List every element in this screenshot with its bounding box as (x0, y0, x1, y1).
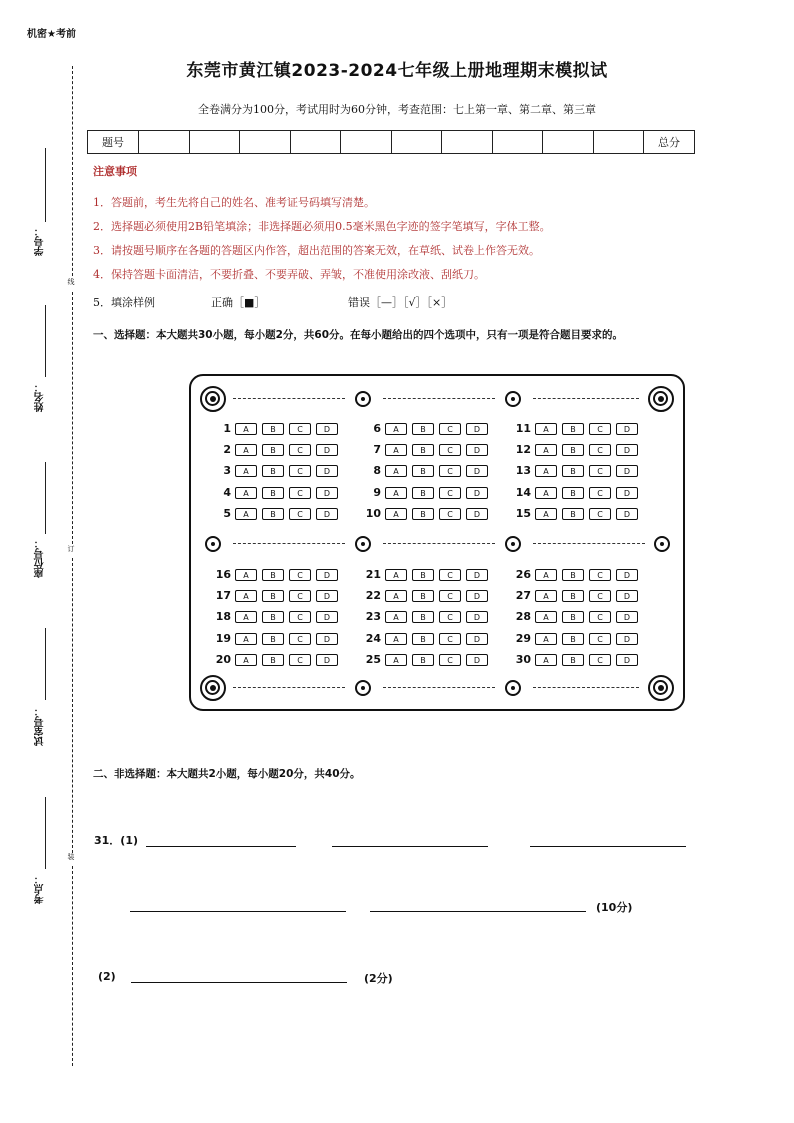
answer-bubble-d[interactable]: D (616, 444, 638, 456)
answer-bubble-b[interactable]: B (412, 633, 434, 645)
question-number: 3 (223, 464, 231, 478)
note-item: 4．保持答题卡面清洁，不要折叠、不要弄破、弄皱，不准使用涂改液、刮纸刀。 (93, 268, 485, 281)
answer-bubble-a[interactable]: A (535, 590, 557, 602)
registration-mark-icon (355, 536, 371, 552)
answer-bubble-c[interactable]: C (289, 444, 311, 456)
question-row (505, 487, 645, 500)
question-number: 1 (223, 422, 231, 435)
answer-bubble-c[interactable]: C (439, 508, 461, 520)
seat-number-line[interactable] (45, 462, 46, 534)
answer-bubble-d[interactable]: D (466, 633, 488, 645)
exam-site-label: 考点： (35, 874, 46, 904)
question-number: 9 (373, 485, 381, 499)
answer-bubble-b[interactable]: B (412, 590, 434, 602)
question-row (355, 590, 495, 603)
answer-bubble-c[interactable]: C (439, 444, 461, 456)
answer-bubble-c[interactable]: C (589, 654, 611, 666)
answer-bubble-b[interactable]: B (262, 611, 284, 623)
answer-bubble-c[interactable]: C (289, 569, 311, 581)
exam-room-line[interactable] (45, 628, 46, 700)
answer-bubble-a[interactable]: A (235, 465, 257, 477)
question-row (505, 423, 645, 436)
answer-bubble-b[interactable]: B (562, 654, 584, 666)
binding-dashed-line (72, 866, 73, 1066)
question-number: 13 (515, 464, 531, 478)
registration-mark-icon (355, 391, 371, 407)
answer-bubble-a[interactable]: A (535, 423, 557, 435)
question-number: 12 (515, 443, 531, 457)
question-number: 6 (373, 422, 381, 435)
answer-bubble-c[interactable]: C (439, 569, 461, 581)
answer-bubble-a[interactable]: A (535, 569, 557, 581)
answer-bubble-a[interactable]: A (535, 487, 557, 499)
answer-bubble-a[interactable]: A (235, 633, 257, 645)
answer-bubble-b[interactable]: B (262, 508, 284, 520)
question-number: 16 (215, 568, 231, 581)
binding-dashed-line (72, 66, 73, 281)
answer-bubble-a[interactable]: A (235, 487, 257, 499)
score-cell[interactable] (492, 131, 543, 154)
question-row (355, 465, 495, 478)
answer-bubble-c[interactable]: C (589, 487, 611, 499)
answer-bubble-b[interactable]: B (412, 569, 434, 581)
answer-bubble-c[interactable]: C (439, 465, 461, 477)
answer-bubble-c[interactable]: C (439, 611, 461, 623)
answer-bubble-a[interactable]: A (235, 508, 257, 520)
question-row (355, 487, 495, 500)
answer-bubble-d[interactable]: D (616, 508, 638, 520)
student-number-line[interactable] (45, 148, 46, 222)
question-row (205, 465, 345, 478)
answer-bubble-c[interactable]: C (289, 508, 311, 520)
answer-bubble-c[interactable]: C (439, 487, 461, 499)
answer-bubble-d[interactable]: D (466, 508, 488, 520)
answer-bubble-d[interactable]: D (466, 654, 488, 666)
seat-number-label: 座位号： (35, 538, 46, 578)
divider-dashes (383, 687, 495, 688)
answer-bubble-d[interactable]: D (316, 423, 338, 435)
answer-bubble-b[interactable]: B (562, 487, 584, 499)
score-cell[interactable] (593, 131, 644, 154)
question-row (355, 611, 495, 624)
answer-bubble-c[interactable]: C (589, 569, 611, 581)
name-label: 姓名： (35, 382, 46, 412)
answer-bubble-b[interactable]: B (562, 508, 584, 520)
answer-bubble-a[interactable]: A (385, 444, 407, 456)
alignment-target-icon (648, 675, 674, 701)
answer-bubble-b[interactable]: B (412, 611, 434, 623)
bubble-answer-sheet (189, 374, 685, 711)
question-number: 8 (373, 464, 381, 478)
answer-bubble-c[interactable]: C (289, 423, 311, 435)
answer-bubble-d[interactable]: D (616, 590, 638, 602)
answer-bubble-a[interactable]: A (535, 633, 557, 645)
question-number: 2 (223, 443, 231, 457)
fill-example-correct: 正确［■］ (211, 296, 266, 309)
answer-line[interactable] (130, 911, 346, 912)
note-item: 3．请按题号顺序在各题的答题区内作答，超出范围的答案无效，在草纸、试卷上作答无效。 (93, 244, 540, 257)
answer-bubble-d[interactable]: D (616, 611, 638, 623)
answer-bubble-d[interactable]: D (616, 465, 638, 477)
question-row (355, 654, 495, 667)
answer-bubble-d[interactable]: D (616, 569, 638, 581)
answer-bubble-c[interactable]: C (289, 465, 311, 477)
answer-bubble-a[interactable]: A (385, 590, 407, 602)
alignment-target-icon (200, 386, 226, 412)
question-row (205, 444, 345, 457)
exam-site-line[interactable] (45, 797, 46, 869)
divider-dashes (233, 687, 345, 688)
answer-bubble-a[interactable]: A (235, 654, 257, 666)
score-table (87, 130, 695, 154)
answer-bubble-c[interactable]: C (289, 590, 311, 602)
answer-bubble-b[interactable]: B (562, 569, 584, 581)
divider-dashes (533, 398, 639, 399)
answer-bubble-c[interactable]: C (589, 633, 611, 645)
answer-bubble-b[interactable]: B (262, 444, 284, 456)
question-number: 5 (223, 506, 231, 520)
question-row (505, 654, 645, 667)
registration-mark-icon (505, 391, 521, 407)
answer-bubble-c[interactable]: C (589, 611, 611, 623)
answer-bubble-a[interactable]: A (385, 633, 407, 645)
answer-bubble-b[interactable]: B (412, 487, 434, 499)
cut-mark-line: 线 (67, 278, 75, 285)
notes-heading: 注意事项 (93, 165, 137, 178)
answer-bubble-b[interactable]: B (562, 444, 584, 456)
answer-line[interactable] (131, 982, 347, 983)
question-number: 7 (373, 443, 381, 457)
name-line[interactable] (45, 305, 46, 377)
cut-mark-zhuang: 装 (67, 853, 75, 860)
question-number: 26 (515, 568, 531, 581)
score-cell[interactable] (543, 131, 594, 154)
answer-bubble-d[interactable]: D (316, 487, 338, 499)
answer-bubble-d[interactable]: D (616, 423, 638, 435)
answer-bubble-d[interactable]: D (466, 487, 488, 499)
question-row (355, 633, 495, 646)
question-row (505, 633, 645, 646)
answer-line[interactable] (332, 846, 488, 847)
note-item: 2．选择题必须使用2B铅笔填涂；非选择题必须用0.5毫米黑色字迹的签字笔填写，字体工整。 (93, 220, 551, 233)
answer-bubble-d[interactable]: D (316, 654, 338, 666)
answer-bubble-b[interactable]: B (412, 423, 434, 435)
question-row (205, 423, 345, 436)
question-number: 14 (515, 485, 531, 499)
question-number: 21 (365, 568, 381, 581)
score-cell[interactable] (442, 131, 493, 154)
section2-heading: 二、非选择题：本大题共2小题，每小题20分，共40分。 (93, 768, 361, 780)
question-number: 15 (515, 506, 531, 520)
question-number: 10 (365, 506, 381, 520)
question-number: 22 (365, 589, 381, 603)
answer-bubble-c[interactable]: C (439, 654, 461, 666)
answer-bubble-d[interactable]: D (466, 611, 488, 623)
score-cell[interactable] (189, 131, 240, 154)
question-row (355, 569, 495, 582)
question-number: 25 (365, 652, 381, 666)
answer-bubble-c[interactable]: C (439, 423, 461, 435)
answer-bubble-d[interactable]: D (616, 654, 638, 666)
question-row (205, 590, 345, 603)
divider-dashes (533, 543, 645, 544)
section1-heading: 一、选择题：本大题共30小题，每小题2分，共60分。在每小题给出的四个选项中，只有一项是符合题目要求的。 (93, 329, 624, 341)
question-row (205, 633, 345, 646)
answer-bubble-b[interactable]: B (562, 465, 584, 477)
question-row (355, 508, 495, 521)
answer-line[interactable] (530, 846, 686, 847)
answer-bubble-a[interactable]: A (235, 611, 257, 623)
answer-bubble-d[interactable]: D (316, 633, 338, 645)
question-row (505, 444, 645, 457)
alignment-target-icon (200, 675, 226, 701)
answer-bubble-b[interactable]: B (262, 487, 284, 499)
answer-bubble-a[interactable]: A (385, 654, 407, 666)
divider-dashes (233, 543, 345, 544)
fill-example-wrong: 错误［—］［√］［×］ (348, 296, 453, 309)
answer-bubble-d[interactable]: D (316, 569, 338, 581)
answer-bubble-d[interactable]: D (316, 508, 338, 520)
answer-bubble-c[interactable]: C (289, 633, 311, 645)
score-table-header: 题号 (88, 131, 139, 154)
registration-mark-icon (505, 536, 521, 552)
question-row (205, 508, 345, 521)
question-row (205, 611, 345, 624)
answer-bubble-b[interactable]: B (562, 423, 584, 435)
answer-bubble-b[interactable]: B (562, 633, 584, 645)
q31-part1-label: 31．(1) (94, 834, 139, 847)
page-title: 东莞市黄江镇2023-2024七年级上册地理期末模拟试 (186, 61, 608, 81)
answer-bubble-a[interactable]: A (385, 569, 407, 581)
answer-bubble-d[interactable]: D (316, 444, 338, 456)
answer-bubble-c[interactable]: C (289, 654, 311, 666)
answer-bubble-d[interactable]: D (616, 487, 638, 499)
question-number: 29 (515, 631, 531, 645)
answer-bubble-a[interactable]: A (385, 487, 407, 499)
answer-bubble-a[interactable]: A (235, 569, 257, 581)
answer-bubble-c[interactable]: C (589, 423, 611, 435)
answer-bubble-d[interactable]: D (466, 465, 488, 477)
answer-bubble-a[interactable]: A (385, 611, 407, 623)
cut-mark-ding: 订 (67, 545, 75, 552)
registration-mark-icon (505, 680, 521, 696)
q31-part2-label: (2) (98, 970, 116, 983)
answer-bubble-b[interactable]: B (262, 654, 284, 666)
answer-bubble-b[interactable]: B (412, 444, 434, 456)
answer-bubble-b[interactable]: B (262, 569, 284, 581)
exam-info: 全卷满分为100分，考试用时为60分钟，考查范围：七上第一章、第二章、第三章 (198, 103, 596, 116)
answer-bubble-a[interactable]: A (385, 508, 407, 520)
answer-bubble-a[interactable]: A (235, 423, 257, 435)
answer-bubble-a[interactable]: A (535, 508, 557, 520)
answer-bubble-b[interactable]: B (262, 423, 284, 435)
divider-dashes (383, 543, 495, 544)
confidential-mark: 机密★考前 (27, 29, 76, 40)
binding-dashed-line (72, 558, 73, 853)
answer-bubble-a[interactable]: A (235, 444, 257, 456)
question-number: 24 (365, 631, 381, 645)
question-row (505, 611, 645, 624)
question-number: 11 (515, 422, 531, 435)
question-row (505, 569, 645, 582)
question-row (355, 444, 495, 457)
answer-bubble-d[interactable]: D (466, 590, 488, 602)
fill-example-label: 5．填涂样例 (93, 296, 155, 309)
binding-dashed-line (72, 292, 73, 544)
answer-bubble-c[interactable]: C (589, 590, 611, 602)
answer-bubble-a[interactable]: A (385, 423, 407, 435)
answer-bubble-d[interactable]: D (466, 444, 488, 456)
alignment-target-icon (648, 386, 674, 412)
question-number: 20 (215, 652, 231, 666)
question-row (505, 590, 645, 603)
question-row (205, 569, 345, 582)
note-item: 1．答题前，考生先将自己的姓名、准考证号码填写清楚。 (93, 196, 375, 209)
answer-bubble-b[interactable]: B (412, 465, 434, 477)
question-number: 4 (223, 485, 231, 499)
question-row (355, 423, 495, 436)
question-number: 17 (215, 589, 231, 603)
answer-bubble-c[interactable]: C (289, 611, 311, 623)
answer-line[interactable] (146, 846, 296, 847)
score-cell[interactable] (391, 131, 442, 154)
answer-bubble-b[interactable]: B (262, 633, 284, 645)
registration-mark-icon (355, 680, 371, 696)
answer-bubble-b[interactable]: B (562, 590, 584, 602)
score-cell[interactable] (341, 131, 392, 154)
answer-bubble-d[interactable]: D (316, 465, 338, 477)
answer-bubble-b[interactable]: B (412, 654, 434, 666)
q31-part1-score: (10分) (596, 901, 633, 914)
answer-bubble-c[interactable]: C (589, 508, 611, 520)
question-number: 23 (365, 610, 381, 624)
answer-bubble-d[interactable]: D (466, 423, 488, 435)
question-number: 19 (215, 631, 231, 645)
question-number: 30 (515, 652, 531, 666)
answer-bubble-b[interactable]: B (562, 611, 584, 623)
question-row (505, 508, 645, 521)
answer-bubble-c[interactable]: C (589, 465, 611, 477)
answer-bubble-b[interactable]: B (412, 508, 434, 520)
answer-bubble-b[interactable]: B (262, 465, 284, 477)
answer-bubble-d[interactable]: D (316, 611, 338, 623)
divider-dashes (383, 398, 495, 399)
registration-mark-icon (205, 536, 221, 552)
exam-room-label: 试室号： (35, 706, 46, 746)
divider-dashes (233, 398, 345, 399)
question-number: 18 (215, 610, 231, 624)
registration-mark-icon (654, 536, 670, 552)
answer-bubble-a[interactable]: A (535, 654, 557, 666)
answer-bubble-c[interactable]: C (439, 633, 461, 645)
question-row (205, 654, 345, 667)
question-row (205, 487, 345, 500)
question-number: 27 (515, 589, 531, 603)
answer-bubble-a[interactable]: A (385, 465, 407, 477)
divider-dashes (533, 687, 639, 688)
answer-bubble-b[interactable]: B (262, 590, 284, 602)
score-cell[interactable] (240, 131, 291, 154)
answer-bubble-a[interactable]: A (235, 590, 257, 602)
answer-bubble-c[interactable]: C (439, 590, 461, 602)
answer-bubble-c[interactable]: C (289, 487, 311, 499)
total-score-label: 总分 (644, 131, 695, 154)
answer-bubble-d[interactable]: D (316, 590, 338, 602)
student-number-label: 学号： (35, 226, 46, 256)
answer-bubble-a[interactable]: A (535, 444, 557, 456)
answer-bubble-a[interactable]: A (535, 611, 557, 623)
q31-part2-score: (2分) (364, 972, 393, 985)
answer-bubble-d[interactable]: D (466, 569, 488, 581)
score-cell[interactable] (290, 131, 341, 154)
answer-bubble-c[interactable]: C (589, 444, 611, 456)
answer-bubble-a[interactable]: A (535, 465, 557, 477)
score-cell[interactable] (139, 131, 190, 154)
question-number: 28 (515, 610, 531, 624)
answer-line[interactable] (370, 911, 586, 912)
answer-bubble-d[interactable]: D (616, 633, 638, 645)
question-row (505, 465, 645, 478)
